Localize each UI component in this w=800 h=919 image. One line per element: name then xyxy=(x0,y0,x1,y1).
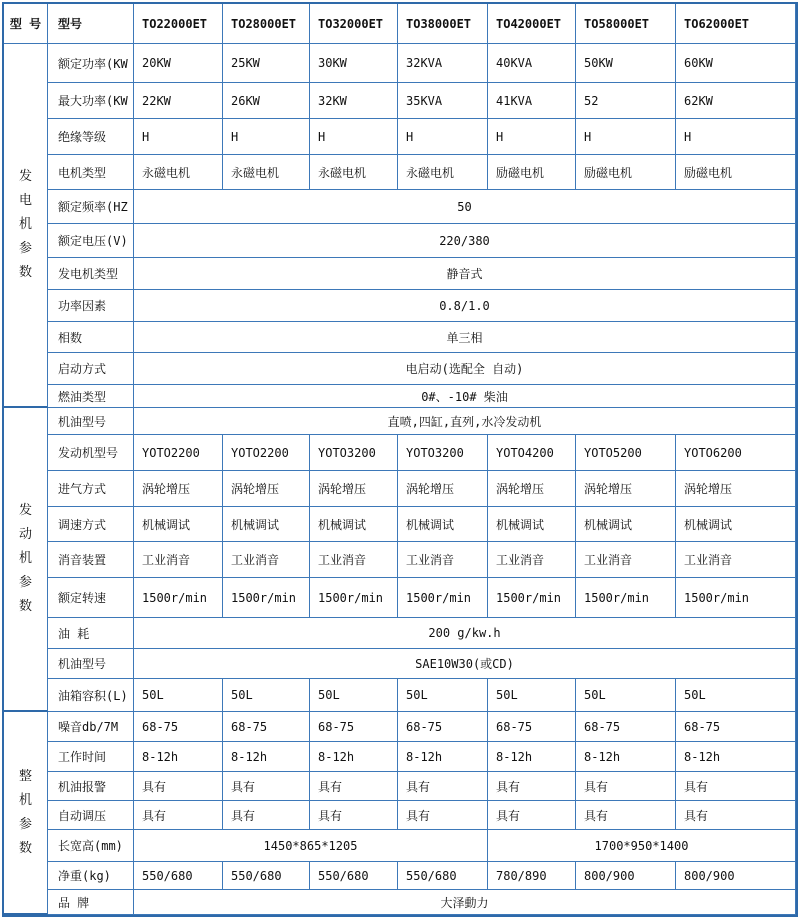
group-generator xyxy=(4,44,48,408)
intake-value-4: 涡轮增压 xyxy=(398,471,488,507)
net-weight-value-5: 780/890 xyxy=(488,862,576,890)
insulation-value-2: H xyxy=(223,119,310,155)
max-power-value-3: 32KW xyxy=(310,83,398,119)
rated-power-value-4: 32KVA xyxy=(398,44,488,83)
tank-volume-value-3: 50L xyxy=(310,679,398,712)
auto-voltage-value-7: 具有 xyxy=(676,801,796,830)
muffler-value-3: 工业消音 xyxy=(310,542,398,578)
work-time-value-6: 8-12h xyxy=(576,742,676,772)
oil-grade-value: SAE10W30(或CD) xyxy=(134,649,796,679)
dimensions-value-small: 1450*865*1205 xyxy=(134,830,488,862)
rated-power-value-6: 50KW xyxy=(576,44,676,83)
header-type-label: 型 号 xyxy=(4,4,48,44)
max-power-value-2: 26KW xyxy=(223,83,310,119)
rated-speed-value-2: 1500r/min xyxy=(223,578,310,618)
engine-model-label: 发动机型号 xyxy=(48,435,134,471)
rated-speed-value-6: 1500r/min xyxy=(576,578,676,618)
net-weight-value-3: 550/680 xyxy=(310,862,398,890)
motor-type-value-6: 励磁电机 xyxy=(576,155,676,190)
auto-voltage-value-2: 具有 xyxy=(223,801,310,830)
engine-model-value-7: YOTO6200 xyxy=(676,435,796,471)
header-model-label: 型号 xyxy=(48,4,134,44)
rated-power-value-2: 25KW xyxy=(223,44,310,83)
max-power-value-6: 52 xyxy=(576,83,676,119)
max-power-value-4: 35KVA xyxy=(398,83,488,119)
model-name-5: TO42000ET xyxy=(488,4,576,44)
motor-type-value-7: 励磁电机 xyxy=(676,155,796,190)
work-time-value-7: 8-12h xyxy=(676,742,796,772)
governor-value-2: 机械调试 xyxy=(223,507,310,542)
work-time-label: 工作时间 xyxy=(48,742,134,772)
muffler-label: 消音装置 xyxy=(48,542,134,578)
intake-label: 进气方式 xyxy=(48,471,134,507)
intake-value-7: 涡轮增压 xyxy=(676,471,796,507)
gen-type-value: 静音式 xyxy=(134,258,796,290)
power-factor-value: 0.8/1.0 xyxy=(134,290,796,322)
tank-volume-value-4: 50L xyxy=(398,679,488,712)
noise-value-2: 68-75 xyxy=(223,712,310,742)
net-weight-value-2: 550/680 xyxy=(223,862,310,890)
rated-power-value-5: 40KVA xyxy=(488,44,576,83)
power-factor-label: 功率因素 xyxy=(48,290,134,322)
max-power-value-1: 22KW xyxy=(134,83,223,119)
voltage-value: 220/380 xyxy=(134,224,796,258)
governor-value-1: 机械调试 xyxy=(134,507,223,542)
engine-model-value-2: YOTO2200 xyxy=(223,435,310,471)
motor-type-value-3: 永磁电机 xyxy=(310,155,398,190)
net-weight-value-6: 800/900 xyxy=(576,862,676,890)
governor-value-4: 机械调试 xyxy=(398,507,488,542)
governor-value-6: 机械调试 xyxy=(576,507,676,542)
fuel-consumption-label: 油 耗 xyxy=(48,618,134,649)
auto-voltage-label: 自动调压 xyxy=(48,801,134,830)
brand-label: 品 牌 xyxy=(48,890,134,915)
fuel-type-value: 0#、-10# 柴油 xyxy=(134,385,796,408)
engine-model-value-6: YOTO5200 xyxy=(576,435,676,471)
net-weight-label: 净重(kg) xyxy=(48,862,134,890)
auto-voltage-value-4: 具有 xyxy=(398,801,488,830)
model-name-6: TO58000ET xyxy=(576,4,676,44)
intake-value-3: 涡轮增压 xyxy=(310,471,398,507)
rated-speed-value-5: 1500r/min xyxy=(488,578,576,618)
dimensions-label: 长宽高(mm) xyxy=(48,830,134,862)
insulation-value-7: H xyxy=(676,119,796,155)
governor-label: 调速方式 xyxy=(48,507,134,542)
auto-voltage-value-6: 具有 xyxy=(576,801,676,830)
intake-value-6: 涡轮增压 xyxy=(576,471,676,507)
tank-volume-value-6: 50L xyxy=(576,679,676,712)
work-time-value-4: 8-12h xyxy=(398,742,488,772)
work-time-value-3: 8-12h xyxy=(310,742,398,772)
engine-oil-type-label: 机油型号 xyxy=(48,408,134,435)
oil-alarm-value-2: 具有 xyxy=(223,772,310,801)
start-mode-value: 电启动(选配全 自动) xyxy=(134,353,796,385)
tank-volume-value-7: 50L xyxy=(676,679,796,712)
noise-value-7: 68-75 xyxy=(676,712,796,742)
muffler-value-5: 工业消音 xyxy=(488,542,576,578)
rated-power-value-3: 30KW xyxy=(310,44,398,83)
dimensions-value-large: 1700*950*1400 xyxy=(488,830,796,862)
noise-value-1: 68-75 xyxy=(134,712,223,742)
model-name-3: TO32000ET xyxy=(310,4,398,44)
oil-alarm-value-3: 具有 xyxy=(310,772,398,801)
noise-value-6: 68-75 xyxy=(576,712,676,742)
rated-speed-value-7: 1500r/min xyxy=(676,578,796,618)
work-time-value-1: 8-12h xyxy=(134,742,223,772)
governor-value-7: 机械调试 xyxy=(676,507,796,542)
oil-alarm-value-4: 具有 xyxy=(398,772,488,801)
brand-value: 大泽動力 xyxy=(134,890,796,915)
motor-type-value-5: 励磁电机 xyxy=(488,155,576,190)
group-complete-label: 整机参数 xyxy=(18,768,32,856)
rated-power-value-7: 60KW xyxy=(676,44,796,83)
net-weight-value-1: 550/680 xyxy=(134,862,223,890)
tank-volume-label: 油箱容积(L) xyxy=(48,679,134,712)
muffler-value-2: 工业消音 xyxy=(223,542,310,578)
noise-label: 噪音db/7M xyxy=(48,712,134,742)
auto-voltage-value-1: 具有 xyxy=(134,801,223,830)
insulation-label: 绝缘等级 xyxy=(48,119,134,155)
start-mode-label: 启动方式 xyxy=(48,353,134,385)
insulation-value-3: H xyxy=(310,119,398,155)
group-engine xyxy=(4,408,48,712)
oil-alarm-value-5: 具有 xyxy=(488,772,576,801)
max-power-label: 最大功率(KW xyxy=(48,83,134,119)
motor-type-label: 电机类型 xyxy=(48,155,134,190)
net-weight-value-7: 800/900 xyxy=(676,862,796,890)
motor-type-value-4: 永磁电机 xyxy=(398,155,488,190)
motor-type-value-2: 永磁电机 xyxy=(223,155,310,190)
insulation-value-4: H xyxy=(398,119,488,155)
gen-type-label: 发电机类型 xyxy=(48,258,134,290)
rated-power-value-1: 20KW xyxy=(134,44,223,83)
muffler-value-1: 工业消音 xyxy=(134,542,223,578)
model-name-7: TO62000ET xyxy=(676,4,796,44)
tank-volume-value-1: 50L xyxy=(134,679,223,712)
insulation-value-6: H xyxy=(576,119,676,155)
work-time-value-5: 8-12h xyxy=(488,742,576,772)
intake-value-5: 涡轮增压 xyxy=(488,471,576,507)
intake-value-1: 涡轮增压 xyxy=(134,471,223,507)
phase-label: 相数 xyxy=(48,322,134,353)
muffler-value-4: 工业消音 xyxy=(398,542,488,578)
model-name-1: TO22000ET xyxy=(134,4,223,44)
rated-speed-label: 额定转速 xyxy=(48,578,134,618)
spec-sheet xyxy=(2,2,798,917)
tank-volume-value-5: 50L xyxy=(488,679,576,712)
frequency-value: 50 xyxy=(134,190,796,224)
noise-value-5: 68-75 xyxy=(488,712,576,742)
max-power-value-5: 41KVA xyxy=(488,83,576,119)
engine-oil-type-value: 直喷,四缸,直列,水冷发动机 xyxy=(134,408,796,435)
oil-alarm-value-6: 具有 xyxy=(576,772,676,801)
phase-value: 单三相 xyxy=(134,322,796,353)
net-weight-value-4: 550/680 xyxy=(398,862,488,890)
max-power-value-7: 62KW xyxy=(676,83,796,119)
governor-value-5: 机械调试 xyxy=(488,507,576,542)
engine-model-value-3: YOTO3200 xyxy=(310,435,398,471)
oil-grade-label: 机油型号 xyxy=(48,649,134,679)
muffler-value-7: 工业消音 xyxy=(676,542,796,578)
tank-volume-value-2: 50L xyxy=(223,679,310,712)
frequency-label: 额定频率(HZ xyxy=(48,190,134,224)
oil-alarm-value-1: 具有 xyxy=(134,772,223,801)
rated-speed-value-3: 1500r/min xyxy=(310,578,398,618)
noise-value-4: 68-75 xyxy=(398,712,488,742)
auto-voltage-value-5: 具有 xyxy=(488,801,576,830)
governor-value-3: 机械调试 xyxy=(310,507,398,542)
motor-type-value-1: 永磁电机 xyxy=(134,155,223,190)
work-time-value-2: 8-12h xyxy=(223,742,310,772)
fuel-type-label: 燃油类型 xyxy=(48,385,134,408)
group-complete xyxy=(4,712,48,915)
noise-value-3: 68-75 xyxy=(310,712,398,742)
voltage-label: 额定电压(V) xyxy=(48,224,134,258)
insulation-value-5: H xyxy=(488,119,576,155)
rated-speed-value-4: 1500r/min xyxy=(398,578,488,618)
oil-alarm-label: 机油报警 xyxy=(48,772,134,801)
engine-model-value-4: YOTO3200 xyxy=(398,435,488,471)
oil-alarm-value-7: 具有 xyxy=(676,772,796,801)
fuel-consumption-value: 200 g/kw.h xyxy=(134,618,796,649)
insulation-value-1: H xyxy=(134,119,223,155)
model-name-2: TO28000ET xyxy=(223,4,310,44)
rated-power-label: 额定功率(KW xyxy=(48,44,134,83)
engine-model-value-5: YOTO4200 xyxy=(488,435,576,471)
rated-speed-value-1: 1500r/min xyxy=(134,578,223,618)
auto-voltage-value-3: 具有 xyxy=(310,801,398,830)
engine-model-value-1: YOTO2200 xyxy=(134,435,223,471)
group-generator-label: 发电机参数 xyxy=(18,169,32,280)
model-name-4: TO38000ET xyxy=(398,4,488,44)
muffler-value-6: 工业消音 xyxy=(576,542,676,578)
intake-value-2: 涡轮增压 xyxy=(223,471,310,507)
group-engine-label: 发动机参数 xyxy=(18,503,32,614)
